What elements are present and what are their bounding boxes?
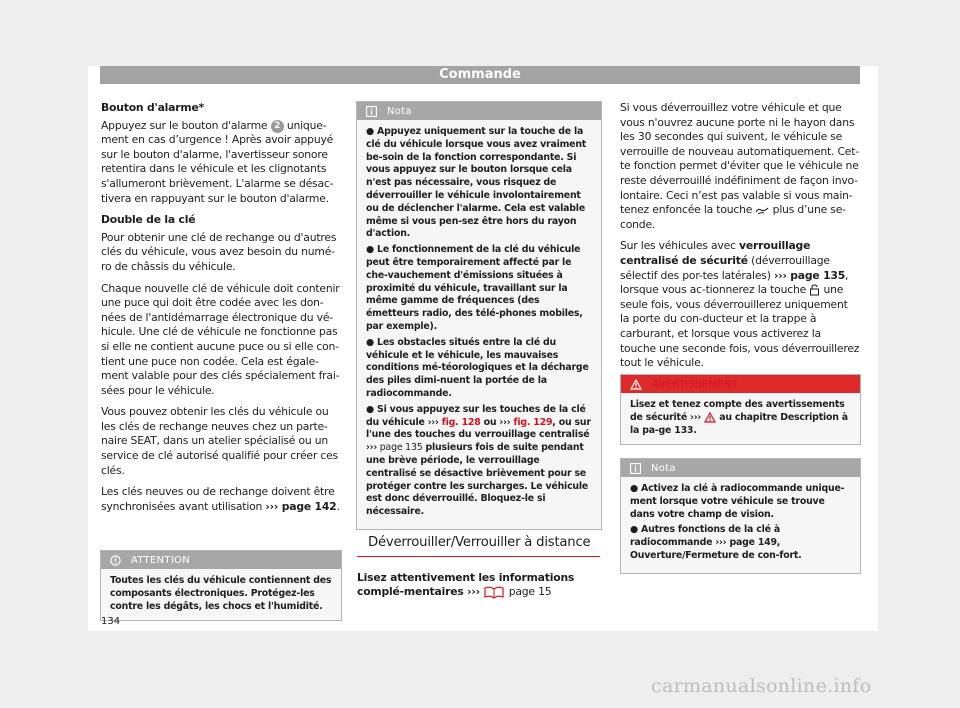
arrow-link[interactable]: ››› [427,416,439,428]
warning-triangle-icon [704,412,716,423]
section-title: Déverrouiller/Verrouiller à distance [357,536,600,557]
paragraph-double-4 [101,485,341,514]
nota-bullet: ● Les obstacles situés entre la clé du véhicule et le véhicule, les mauvaises conditions mé-téorologiques et la décharge des piles dimi-nuent la portée de la radiocommande. [366,336,589,399]
warning-box [620,374,861,445]
nota-bullet: ● Autres fonctions de la clé à radiocommande ››› page 149, Ouverture/Fermeture de con-fort. [630,524,802,561]
text: Lisez attentivement les informations complé-mentaires [357,570,575,599]
bullet-text: Activez la clé à radiocommande unique-ment lorsque votre véhicule se trouve dans votre champ de vision. [630,483,845,520]
attention-icon [110,555,121,566]
nota-body [357,120,601,529]
book-icon [483,586,505,599]
section-deverrouiller [357,536,600,607]
nota-title: Nota [387,105,412,117]
text: Les clés neuves ou de rechange doivent être synchronisées avant utilisation [101,485,335,513]
text: . [336,499,340,513]
right-column [620,101,860,378]
unlock-padlock-icon [809,284,820,296]
bullet-text: Autres fonctions de la clé à radiocommande [630,524,780,549]
bullet-text: Si vous appuyez sur les touches de la clé du véhicule [366,403,586,428]
info-icon [630,463,641,474]
attention-box [100,550,342,621]
paragraph-double-3: Vous pouvez obtenir les clés du véhicule ou les clés de rechange neuves chez un parte-naire SEAT, dans un atelier spécialisé ou un service de clé autorisé qualifié pour créer ces clés. [101,405,338,477]
text: ou [480,416,500,428]
left-column [101,101,341,521]
arrow-link[interactable]: ››› [366,442,377,454]
fig-129-link[interactable]: fig. 129 [510,416,553,428]
text: Sur les véhicules avec [620,239,740,253]
bullet-text: Le fonctionnement de la clé du véhicule peut être temporairement affecté par le che-vauchement d'émissions situées à proximité du véhicule, travaillant sur la même gamme de fréquences (des émetteurs radio, des télé-phones mobiles, par exemple). [366,244,583,332]
text: Appuyez sur le bouton d'alarme [101,118,271,132]
paragraph-alarme [101,119,341,207]
text: Si vous déverrouillez votre véhicule et que vous n'ouvrez aucune porte ni le hayon dans les 30 secondes qui suivent, le véhicule se verrouille de nouveau automatiquement. Cet-te fonction permet d'éviter que le véhicule ne reste déverrouillé indéfiniment de façon invo-lontaire. Ceci n’est pas valable si vous main-tenez enfoncée la touche [620,101,859,217]
attention-header [101,551,341,569]
text: plus d’une se-conde. [620,203,846,231]
callout-number: 2 [271,120,284,133]
lisez-paragraph [357,571,600,600]
paragraph-double-1: Pour obtenir une clé de rechange ou d'autres clés du véhicule, vous avez besoin du numé-ro de châssis du véhicule. [101,230,337,273]
page-ref-link[interactable]: page 142 [278,499,337,513]
warning-triangle-icon [630,379,642,390]
arrow-link[interactable]: ››› [715,537,727,549]
bullet-text: Les obstacles situés entre la clé du véhicule et le véhicule, les mauvaises conditions mé-téorologiques et la décharge des piles dimi-nuent la portée de la radiocommande. [366,336,589,399]
nota-bullet: ● Le fonctionnement de la clé du véhicule peut être temporairement affecté par le che-vauchement d'émissions situées à proximité du véhicule, travaillant sur la même gamme de fréquences (des émetteurs radio, des télé-phones mobiles, par exemple). [366,244,583,332]
text: (déverrouillage sélectif des por-tes latérales) [620,253,830,282]
bullet-text: Appuyez uniquement sur la touche de la clé du véhicule lorsque vous avez vraiment be-soin de la fonction correspondante. Si vous appuyez sur le bouton lorsque cela n'est pas nécessaire, vous risquez de déverrouiller le véhicule involontairement ou de déclencher l'alarme. Cela est valable même si vous pen-sez être hors du rayon d'action. [366,126,587,240]
nota-bullet: ● Appuyez uniquement sur la touche de la clé du véhicule lorsque vous avez vraiment be-soin de la fonction correspondante. Si vous appuyez sur le bouton lorsque cela n'est pas nécessaire, vous risquez de déverrouiller le véhicule involontairement ou de déclencher l'alarme. Cela est valable même si vous pen-sez être hors du rayon d'action. [366,126,587,240]
arrow-link[interactable]: ››› [265,499,279,513]
heading-bouton-alarme: Bouton d'alarme* [101,101,205,114]
paragraph-double-2: Chaque nouvelle clé de véhicule doit contenir une puce qui doit être codée avec les don-nées de l'antidémarrage électronique du vé-hicule. Une clé de véhicule ne fonctionne pas si elle ne contient aucune puce ou si elle con-tient une puce non codée. Cela est égale-ment valable pour des clés spécialement frai-sées pour le véhicule. [101,281,340,397]
page-number: 134 [101,616,121,627]
warning-body [621,393,860,444]
text: Lisez et tenez compte des avertissements de sécurité [630,399,845,423]
heading-double-cle: Double de la clé [101,213,196,227]
attention-body: Toutes les clés du véhicule contiennent des composants électroniques. Protégez-les contre les dégâts, les chocs et l'humidité. [110,575,332,612]
arrow-link[interactable]: ››› [499,416,511,428]
warning-title: AVERTISSEMENT [652,378,739,390]
nota-bullet: ● Activez la clé à radiocommande unique-ment lorsque votre véhicule se trouve dans votre champ de vision. [630,483,845,520]
nota-body [621,477,860,573]
page-149-link[interactable]: page 149, Ouverture/Fermeture de con-fort. [630,537,802,561]
page-15-link[interactable]: page 15 [505,585,552,599]
paragraph-verrouillage [620,239,860,370]
text: , ou sur l'une des touches du verrouillage centralisé [366,416,591,441]
watermark: carmanualsonline.info [651,675,872,697]
page-header: Commande [100,66,860,84]
nota-header [621,459,860,477]
info-icon [366,106,377,117]
nota-title: Nota [651,462,676,474]
attention-title: ATTENTION [131,554,191,566]
nota-box-right [620,458,861,574]
arrow-link[interactable]: ››› [773,268,787,282]
nota-header [357,102,601,120]
fig-128-link[interactable]: fig. 128 [438,416,481,428]
text: une seule fois, vous déverrouillerez uniquement la porte du con-ducteur et la trappe à carburant, et lorsque vous activerez la touche une seconde fois, vous déverrouillerez tout le véhicule. [620,283,860,370]
unlock-key-icon [755,206,769,215]
text: plusieurs fois de suite pendant une brève période, le verrouillage centralisé se désactive brièvement pour se protéger contre les surcharges. Le véhicule est donc déverrouillé. Bloquez-le si nécessaire. [366,442,589,518]
page-135-link[interactable]: page 135 [377,442,423,454]
term: verrouillage centralisé de sécurité [620,239,811,267]
nota-box-middle [356,101,602,530]
nota-bullet: ● Si vous appuyez sur les touches de la clé du véhicule ››› fig. 128 ou ››› fig. 129, ou sur l'une des touches du verrouillage centralisé ››› page 135 plusieurs fois de suite pendant une brève période, le verrouillage centralisé se désactive brièvement pour se protéger contre les surcharges. Le véhicule est donc déverrouillé. Bloquez-le si nécessaire. [366,403,591,518]
arrow-link[interactable]: ››› [690,411,702,423]
warning-header [621,375,860,393]
paragraph-autolock [620,101,860,232]
text: , lorsque vous ac-tionnerez la touche [620,268,849,297]
page-135-link[interactable]: page 135 [786,268,846,282]
arrow-link[interactable]: ››› [467,585,480,599]
text: au chapitre Description à la pa-ge 133. [630,411,848,436]
text: unique-ment en cas d’urgence ! Après avoir appuyé sur le bouton d'alarme, l'avertisseur sonore retentira dans le véhicule et les clignotants s'allumeront brièvement. L'alarme se désac-tivera en rappuyant sur le bouton d'alarme. [101,118,334,205]
